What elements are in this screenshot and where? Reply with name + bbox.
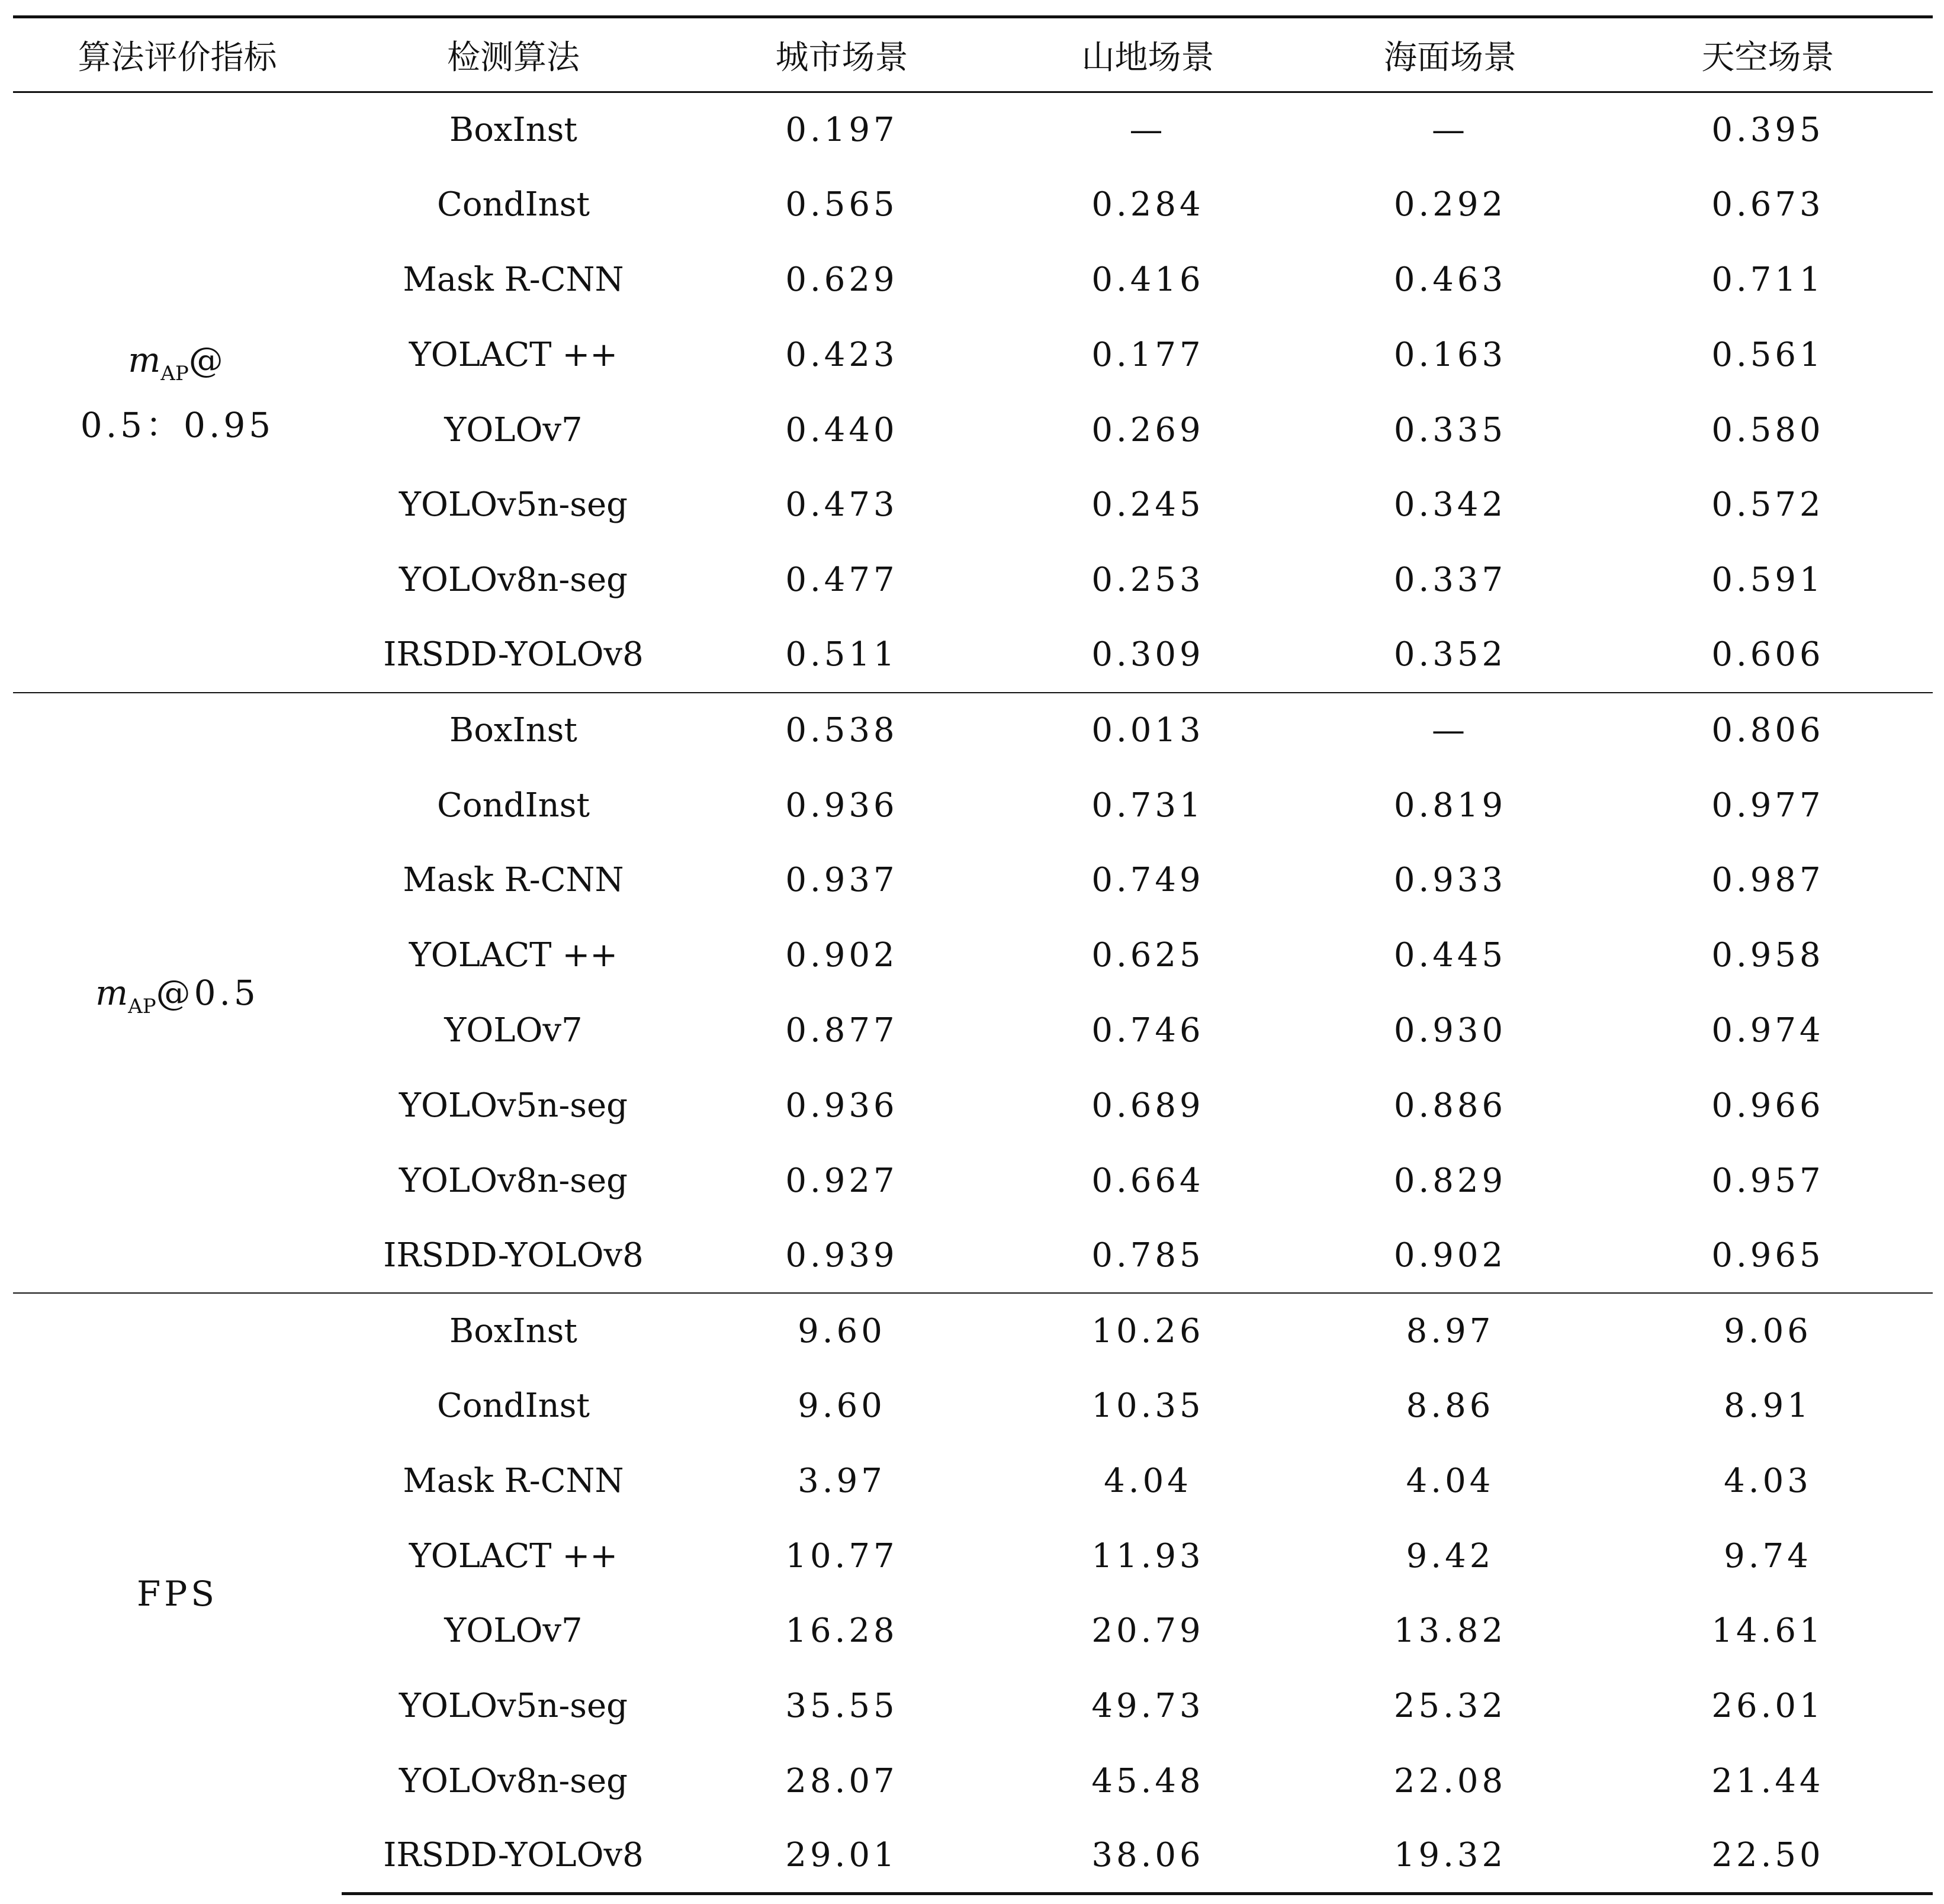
value-mountain: — [1129, 111, 1167, 150]
metric-cell [13, 693, 342, 1293]
value-city: 0.565 [785, 185, 898, 224]
value-mountain: 4.04 [1104, 1461, 1192, 1500]
algorithm-name: IRSDD-YOLOv8 [383, 1236, 644, 1275]
value-sky: 0.974 [1711, 1011, 1824, 1050]
results-table [13, 15, 1933, 1895]
value-mountain: 45.48 [1091, 1761, 1204, 1800]
value-sky: 22.50 [1603, 1819, 1933, 1894]
algorithm-name: YOLOv7 [444, 410, 583, 449]
algorithm-name: IRSDD-YOLOv8 [342, 1819, 685, 1894]
value-mountain: 38.06 [998, 1819, 1297, 1894]
value-mountain: 0.749 [1091, 861, 1204, 900]
algorithm-name: YOLACT ++ [409, 936, 618, 975]
value-city: 0.927 [785, 1161, 898, 1200]
table-row [13, 92, 1933, 168]
value-sky: 0.673 [1711, 185, 1824, 224]
value-sky: 0.987 [1711, 861, 1824, 900]
value-city: 0.937 [785, 861, 898, 900]
table-row [13, 693, 1933, 768]
value-mountain: 11.93 [1091, 1536, 1204, 1575]
algorithm-name: BoxInst [342, 693, 685, 768]
value-sea: 8.97 [1297, 1293, 1603, 1368]
value-sky: 0.806 [1603, 693, 1933, 768]
value-mountain: 10.26 [998, 1293, 1297, 1368]
algorithm-name: CondInst [437, 185, 590, 224]
value-sea: 8.86 [1406, 1386, 1495, 1425]
metric-label-line1 [13, 960, 342, 1026]
value-sea: 9.42 [1406, 1536, 1495, 1575]
algorithm-name: YOLOv7 [444, 1612, 583, 1651]
algorithm-name: Mask R-CNN [403, 1461, 624, 1500]
value-city: 0.440 [785, 410, 898, 449]
header-sea: 海面场景 [1297, 17, 1603, 92]
metric-variable: m [128, 339, 161, 380]
value-sea: 0.292 [1393, 185, 1507, 224]
value-sky: 0.977 [1711, 786, 1824, 825]
value-sky: 0.580 [1711, 410, 1824, 449]
metric-suffix: FPS [136, 1573, 218, 1614]
metric-subscript: AP [128, 994, 156, 1018]
table-row [13, 1293, 1933, 1368]
results-table-container [13, 15, 1933, 1895]
algorithm-name: YOLOv7 [444, 1011, 583, 1050]
value-sky: 0.395 [1711, 111, 1824, 150]
value-sky: 8.91 [1724, 1386, 1812, 1425]
value-sea: 13.82 [1393, 1612, 1507, 1651]
value-mountain: 0.731 [1091, 786, 1204, 825]
value-mountain: 0.309 [1091, 635, 1204, 674]
value-sky: 0.965 [1711, 1236, 1824, 1275]
value-mountain: 20.79 [1091, 1612, 1204, 1651]
algorithm-name: IRSDD-YOLOv8 [383, 635, 644, 674]
value-city: 9.60 [798, 1386, 886, 1425]
value-city: 0.511 [785, 635, 898, 674]
value-sea: 0.163 [1393, 335, 1507, 374]
value-mountain: 0.689 [1091, 1086, 1204, 1125]
algorithm-name: CondInst [437, 786, 590, 825]
value-mountain: 0.013 [998, 693, 1297, 768]
value-sky: 0.711 [1711, 260, 1824, 299]
value-city: 16.28 [785, 1612, 898, 1651]
value-sea: 0.337 [1393, 561, 1507, 600]
value-sky: 0.958 [1711, 936, 1824, 975]
metric-cell [13, 1293, 342, 1893]
value-sea: 0.930 [1393, 1011, 1507, 1050]
value-sea: 4.04 [1406, 1461, 1495, 1500]
value-city: 0.939 [785, 1236, 898, 1275]
value-sky: 0.591 [1711, 561, 1824, 600]
table-header [13, 17, 1933, 92]
algorithm-name: YOLOv8n-seg [399, 1161, 628, 1200]
value-city: 0.538 [685, 693, 998, 768]
value-sea: 25.32 [1393, 1687, 1507, 1726]
group-map-50-95 [13, 92, 1933, 693]
value-city: 0.423 [785, 335, 898, 374]
value-city: 0.936 [785, 1086, 898, 1125]
value-mountain: 0.416 [1091, 260, 1204, 299]
value-mountain: 10.35 [1091, 1386, 1204, 1425]
algorithm-name: BoxInst [342, 1293, 685, 1368]
value-mountain: 49.73 [1091, 1687, 1204, 1726]
value-mountain: 0.253 [1091, 561, 1204, 600]
header-sky: 天空场景 [1603, 17, 1933, 92]
value-sky: 26.01 [1711, 1687, 1824, 1726]
value-mountain: 0.664 [1091, 1161, 1204, 1200]
value-sky: 4.03 [1724, 1461, 1812, 1500]
metric-label-line2: 0.5：0.95 [80, 405, 275, 446]
group-map-50 [13, 693, 1933, 1293]
value-sky: 0.572 [1711, 485, 1824, 525]
metric-label-line1 [13, 327, 342, 393]
value-city: 10.77 [785, 1536, 898, 1575]
value-city: 9.60 [685, 1293, 998, 1368]
value-sea: 0.445 [1393, 936, 1507, 975]
value-city: 0.473 [785, 485, 898, 525]
algorithm-name: YOLOv5n-seg [399, 1086, 628, 1125]
algorithm-name: YOLOv8n-seg [399, 1761, 628, 1800]
algorithm-name: YOLOv8n-seg [399, 561, 628, 600]
value-sea: 0.829 [1393, 1161, 1507, 1200]
value-sea: 0.886 [1393, 1086, 1507, 1125]
algorithm-name: CondInst [437, 1386, 590, 1425]
metric-subscript: AP [160, 361, 189, 385]
value-sea: 0.335 [1393, 410, 1507, 449]
header-city: 城市场景 [685, 17, 998, 92]
value-mountain: 0.245 [1091, 485, 1204, 525]
header-row [13, 17, 1933, 92]
value-mountain: 0.746 [1091, 1011, 1204, 1050]
algorithm-name: Mask R-CNN [403, 861, 624, 900]
metric-label-line1 [13, 1561, 342, 1626]
value-city: 0.477 [785, 561, 898, 600]
value-sea: 0.463 [1393, 260, 1507, 299]
algorithm-name: YOLOv5n-seg [399, 1687, 628, 1726]
value-sea: 0.819 [1393, 786, 1507, 825]
value-sky: 21.44 [1711, 1761, 1824, 1800]
metric-variable: m [95, 972, 128, 1013]
group-fps [13, 1293, 1933, 1893]
value-sky: 0.606 [1711, 635, 1824, 674]
value-mountain: 0.269 [1091, 410, 1204, 449]
value-city: 0.629 [785, 260, 898, 299]
value-sea: 0.352 [1393, 635, 1507, 674]
value-sky: 0.966 [1711, 1086, 1824, 1125]
value-city: 0.197 [785, 111, 898, 150]
value-sea: 22.08 [1393, 1761, 1507, 1800]
value-sky: 0.957 [1711, 1161, 1824, 1200]
algorithm-name: YOLACT ++ [409, 1536, 618, 1575]
algorithm-name: YOLACT ++ [409, 335, 618, 374]
value-sky: 9.06 [1603, 1293, 1933, 1368]
value-sky: 0.561 [1711, 335, 1824, 374]
value-city: 29.01 [685, 1819, 998, 1894]
metric-suffix: @0.5 [156, 972, 259, 1013]
metric-suffix: @ [188, 339, 227, 380]
value-city: 28.07 [785, 1761, 898, 1800]
header-metric: 算法评价指标 [13, 17, 342, 92]
value-sea: — [1432, 111, 1469, 150]
header-algorithm: 检测算法 [342, 17, 685, 92]
value-sea: 0.902 [1393, 1236, 1507, 1275]
value-sky: 9.74 [1724, 1536, 1812, 1575]
value-sea: — [1297, 693, 1603, 768]
metric-cell [13, 92, 342, 693]
value-city: 35.55 [785, 1687, 898, 1726]
value-mountain: 0.785 [1091, 1236, 1204, 1275]
value-sky: 14.61 [1711, 1612, 1824, 1651]
value-sea: 0.342 [1393, 485, 1507, 525]
value-mountain: 0.284 [1091, 185, 1204, 224]
value-city: 3.97 [798, 1461, 886, 1500]
value-sea: 0.933 [1393, 861, 1507, 900]
value-city: 0.902 [785, 936, 898, 975]
algorithm-name: Mask R-CNN [403, 260, 624, 299]
algorithm-name: BoxInst [449, 111, 577, 150]
value-mountain: 0.625 [1091, 936, 1204, 975]
value-city: 0.936 [785, 786, 898, 825]
header-mountain: 山地场景 [998, 17, 1297, 92]
value-sea: 19.32 [1297, 1819, 1603, 1894]
algorithm-name: YOLOv5n-seg [399, 485, 628, 525]
value-mountain: 0.177 [1091, 335, 1204, 374]
value-city: 0.877 [785, 1011, 898, 1050]
